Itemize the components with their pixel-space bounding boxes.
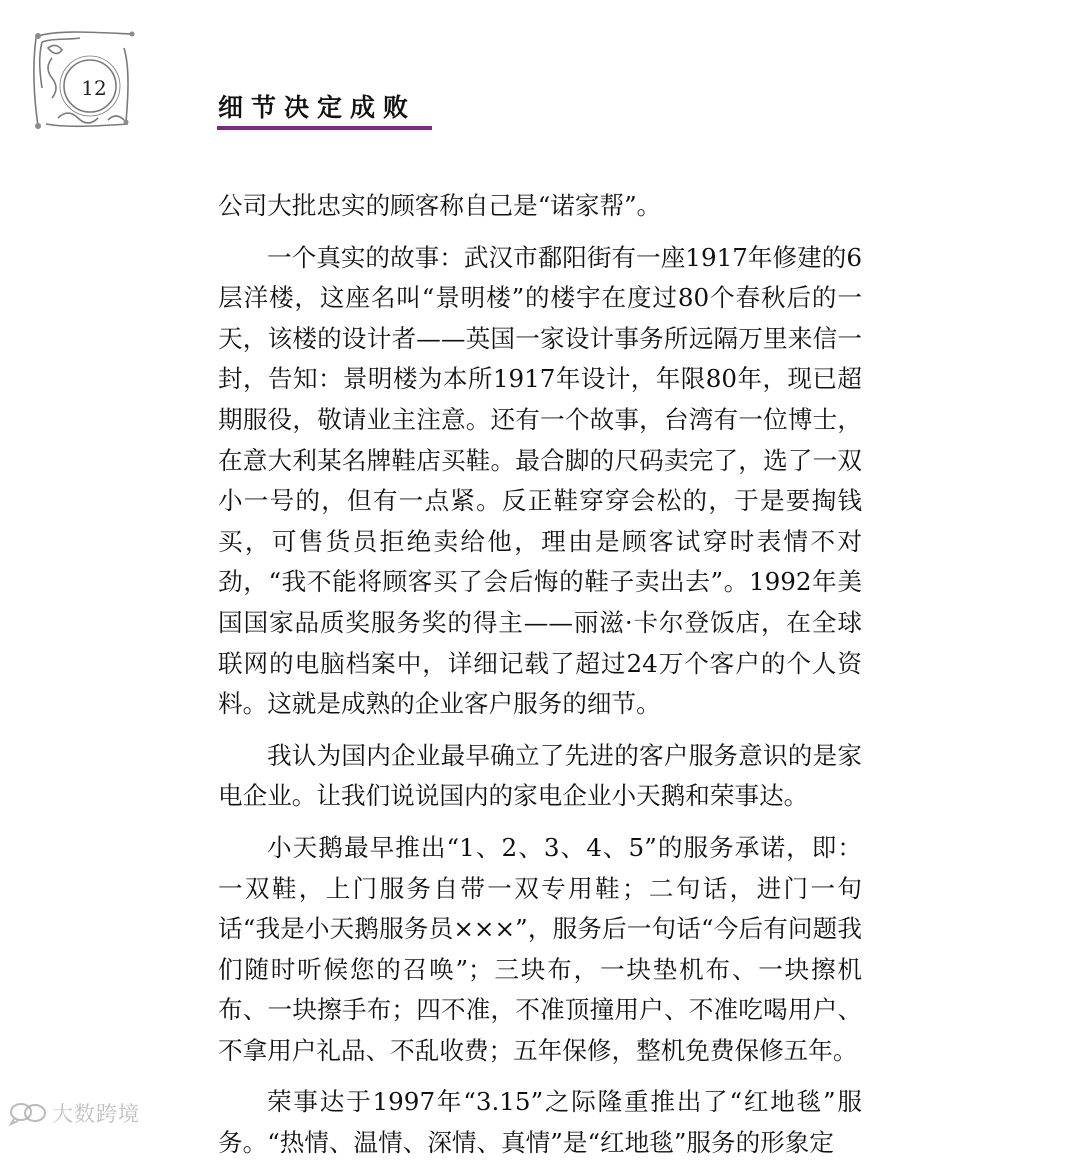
paragraph: 小天鹅最早推出“1、2、3、4、5”的服务承诺，即：一双鞋，上门服务自带一双专用鞋；二句话，进门一句话“我是小天鹅服务员×××”，服务后一句话“今后有问题我们随时听候您的召唤”；三块布，一块垫机布、一块擦机布、一块擦手布；四不准，不准顶撞用户、不准吃喝用户、不拿用户礼品、不乱收费；五年保修，整机免费保修五年。 [218, 832, 862, 1065]
watermark-text: 大数跨境 [52, 1102, 140, 1126]
chat-bubbles-icon [8, 1100, 48, 1126]
paragraph: 我认为国内企业最早确立了先进的客户服务意识的是家电企业。让我们说说国内的家电企业小天鹅和荣事达。 [218, 740, 862, 811]
watermark [8, 1098, 140, 1128]
paragraph: 荣事达于1997年“3.15”之际隆重推出了“红地毯”服务。“热情、温情、深情、真情”是“红地毯”服务的形象定 [218, 1087, 862, 1158]
running-title: 细节决定成败 [218, 93, 417, 122]
page-number: 12 [81, 76, 107, 100]
paragraph: 公司大批忠实的顾客称自己是“诺家帮”。 [218, 191, 662, 220]
paragraph: 一个真实的故事：武汉市鄱阳街有一座1917年修建的6层洋楼，这座名叫“景明楼”的楼宇在度过80个春秋后的一天，该楼的设计者——英国一家设计事务所远隔万里来信一封，告知：景明楼为本所1917年设计，年限80年，现已超期服役，敬请业主注意。还有一个故事，台湾有一位博士，在意大利某名牌鞋店买鞋。最合脚的尺码卖完了，选了一双小一号的，但有一点紧。反正鞋穿穿会松的，于是要掏钱买，可售货员拒绝卖给他，理由是顾客试穿时表情不对劲，“我不能将顾客买了会后悔的鞋子卖出去”。1992年美国国家品质奖服务奖的得主——丽滋·卡尔登饭店，在全球联网的电脑档案中，详细记载了超过24万个客户的个人资料。这就是成熟的企业客户服务的细节。 [218, 242, 862, 719]
body-text [218, 186, 862, 1175]
title-underline [217, 126, 432, 130]
